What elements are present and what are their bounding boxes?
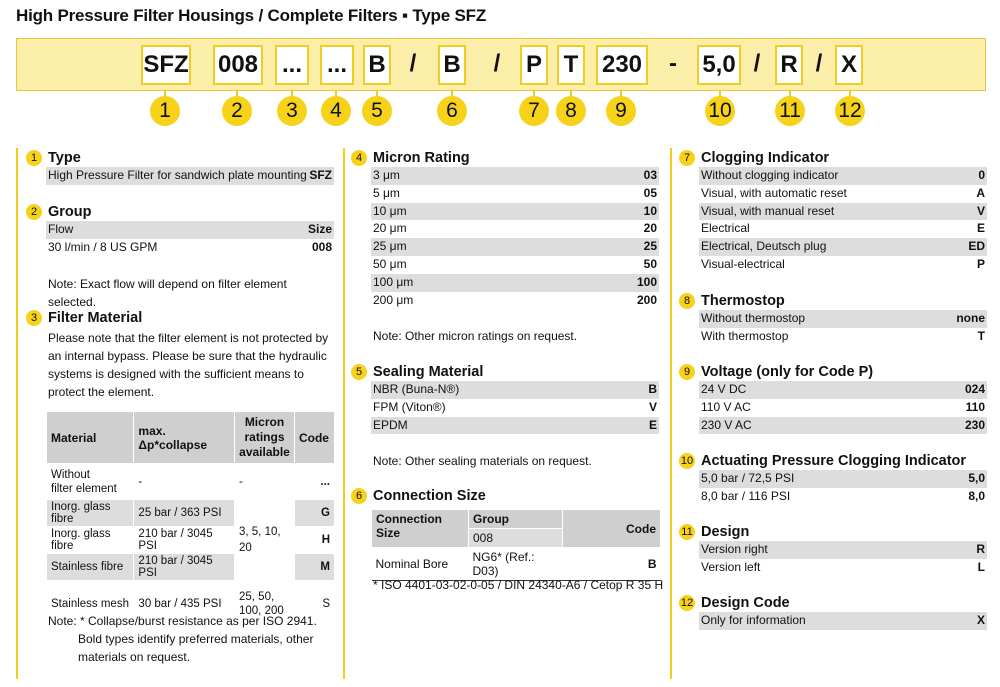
section-design bbox=[679, 523, 987, 577]
option-code: X bbox=[976, 613, 985, 627]
section-number: 1 bbox=[26, 150, 42, 166]
text-line: Please note that the filter element is not protected by bbox=[48, 331, 329, 345]
note-line: materials on request. bbox=[78, 650, 191, 664]
page-title: High Pressure Filter Housings / Complete Filters ▪ Type SFZ bbox=[16, 6, 487, 25]
cell-line: Without bbox=[51, 468, 90, 481]
option-row bbox=[371, 185, 659, 203]
cell-line: 25, 50, bbox=[239, 590, 275, 603]
option-label: Visual, with manual reset bbox=[701, 203, 835, 218]
option-row bbox=[46, 239, 334, 257]
section-number: 12 bbox=[680, 597, 694, 609]
col-header-connection: Connection Size bbox=[372, 510, 469, 548]
order-code-bar bbox=[16, 38, 986, 91]
position-number: 3 bbox=[277, 96, 307, 126]
note: Note: Other sealing materials on request. bbox=[373, 454, 592, 469]
option-code: V bbox=[648, 399, 657, 414]
option-label: Visual-electrical bbox=[701, 256, 785, 271]
section-title: Actuating Pressure Clogging Indicator bbox=[701, 453, 967, 469]
option-label: 8,0 bar / 116 PSI bbox=[701, 488, 791, 503]
option-code: 03 bbox=[643, 168, 657, 182]
option-label: 110 V AC bbox=[701, 399, 751, 414]
option-row bbox=[699, 203, 987, 221]
option-row bbox=[371, 256, 659, 274]
cell-dp: 210 bar / 3045 PSI bbox=[134, 527, 235, 554]
option-header-row bbox=[46, 221, 334, 239]
option-list bbox=[699, 167, 987, 274]
text-line: protect the element. bbox=[48, 385, 155, 399]
option-label: Electrical bbox=[701, 221, 750, 236]
note: Note: Other micron ratings on request. bbox=[373, 329, 578, 344]
connection-footnote: * ISO 4401-03-02-0-05 / DIN 24340-A6 / Cetop R 35 H bbox=[373, 578, 664, 592]
option-code: Size bbox=[307, 222, 332, 236]
col-header-code: Code bbox=[294, 412, 334, 464]
section-voltage bbox=[679, 363, 987, 434]
option-code: 5,0 bbox=[968, 471, 985, 485]
option-row bbox=[699, 488, 987, 506]
option-label: Without clogging indicator bbox=[701, 168, 839, 182]
section-title: Clogging Indicator bbox=[701, 150, 830, 166]
code-type: SFZ bbox=[141, 45, 191, 85]
option-code: 20 bbox=[643, 221, 657, 236]
code-group: 008 bbox=[213, 45, 263, 85]
option-label: Visual, with automatic reset bbox=[701, 185, 847, 200]
section-title: Group bbox=[48, 204, 92, 220]
option-label: Only for information bbox=[701, 613, 806, 627]
option-row bbox=[699, 167, 987, 185]
section-number: 6 bbox=[351, 488, 367, 504]
section-number: 4 bbox=[351, 150, 367, 166]
table-row bbox=[47, 464, 335, 500]
option-row bbox=[699, 220, 987, 238]
option-label: 5,0 bar / 72,5 PSI bbox=[701, 471, 795, 485]
position-number: 7 bbox=[519, 96, 549, 126]
position-number: 4 bbox=[321, 96, 351, 126]
cell-material: Stainless fibre bbox=[47, 554, 134, 581]
cell-code: G bbox=[294, 500, 334, 527]
option-label: 24 V DC bbox=[701, 382, 747, 396]
option-code: 25 bbox=[643, 239, 657, 254]
cell-material: Stainless mesh bbox=[47, 581, 134, 627]
option-row bbox=[371, 238, 659, 256]
section-title: Connection Size bbox=[373, 488, 486, 504]
option-row bbox=[699, 328, 987, 346]
option-code: ED bbox=[968, 239, 985, 254]
option-label: 100 μm bbox=[373, 274, 414, 289]
section-number: 11 bbox=[679, 524, 695, 540]
option-row bbox=[699, 612, 987, 630]
section-number: 2 bbox=[26, 204, 42, 220]
option-list bbox=[699, 381, 987, 434]
option-label: 3 μm bbox=[373, 168, 400, 182]
option-code: L bbox=[977, 559, 985, 574]
option-label: With thermostop bbox=[701, 328, 789, 343]
section-title: Thermostop bbox=[701, 293, 785, 309]
cell-material: Inorg. glass fibre bbox=[47, 527, 134, 554]
option-code: none bbox=[956, 311, 985, 325]
option-list bbox=[371, 167, 659, 309]
option-label: Version left bbox=[701, 559, 761, 574]
header-line: ratings bbox=[244, 430, 285, 444]
note-line: Bold types identify preferred materials, other bbox=[78, 632, 314, 646]
option-code: 024 bbox=[964, 382, 985, 396]
cell-line: 20 bbox=[239, 542, 252, 554]
section-number: 7 bbox=[679, 150, 695, 166]
option-code: 008 bbox=[311, 239, 332, 254]
option-label: Version right bbox=[701, 542, 768, 556]
position-number: 1 bbox=[150, 96, 180, 126]
cell-dp: - bbox=[134, 464, 235, 500]
cell-code: ... bbox=[294, 464, 334, 500]
section-title: Sealing Material bbox=[373, 364, 484, 380]
option-row bbox=[699, 559, 987, 577]
code-sealing: B bbox=[363, 45, 391, 85]
option-label: 25 μm bbox=[373, 239, 407, 254]
cell-dp: 210 bar / 3045 PSI bbox=[134, 554, 235, 581]
option-code: 0 bbox=[978, 168, 985, 182]
code-separator: / bbox=[409, 50, 417, 77]
position-number: 10 bbox=[705, 96, 735, 126]
option-row bbox=[699, 238, 987, 256]
section-number: 3 bbox=[26, 310, 42, 326]
code-thermostop: T bbox=[557, 45, 585, 85]
position-number: 2 bbox=[222, 96, 252, 126]
option-row bbox=[699, 185, 987, 203]
option-label: High Pressure Filter for sandwich plate mounting bbox=[48, 168, 307, 182]
connection-size-table bbox=[371, 509, 661, 581]
option-row bbox=[46, 167, 334, 185]
col-header-code: Code bbox=[563, 510, 661, 548]
option-list bbox=[371, 381, 659, 434]
section-title: Design Code bbox=[701, 595, 790, 611]
option-row bbox=[371, 292, 659, 310]
option-code: 10 bbox=[643, 203, 657, 218]
option-row bbox=[699, 310, 987, 328]
cell-material: Inorg. glass fibre bbox=[47, 500, 134, 527]
option-code: 230 bbox=[964, 417, 985, 432]
code-voltage: 230 bbox=[596, 45, 648, 85]
option-code: E bbox=[648, 417, 657, 432]
option-row bbox=[371, 381, 659, 399]
option-code: T bbox=[977, 328, 985, 343]
cell-line: 3, 5, 10, bbox=[239, 526, 281, 538]
table-row bbox=[47, 500, 335, 527]
option-label: Flow bbox=[48, 222, 74, 236]
option-label: NBR (Buna-N®) bbox=[373, 382, 460, 396]
option-list bbox=[699, 310, 987, 346]
col-header-micron bbox=[235, 412, 295, 464]
filter-material-text bbox=[48, 329, 334, 401]
option-row bbox=[699, 381, 987, 399]
option-label: FPM (Viton®) bbox=[373, 399, 446, 414]
option-row bbox=[371, 220, 659, 238]
option-row bbox=[699, 417, 987, 435]
option-code: V bbox=[976, 203, 985, 218]
option-label: 30 l/min / 8 US GPM bbox=[48, 239, 158, 254]
col-header-group-size: 008 bbox=[469, 529, 563, 548]
code-separator: - bbox=[669, 50, 677, 77]
section-number: 5 bbox=[351, 364, 367, 380]
option-label: Without thermostop bbox=[701, 311, 806, 325]
option-row bbox=[699, 399, 987, 417]
option-code: B bbox=[648, 382, 657, 396]
cell-connection: Nominal Bore bbox=[375, 557, 449, 571]
section-micron-rating bbox=[351, 149, 659, 345]
note-line: Note: * Collapse/burst resistance as per ISO 2941. bbox=[48, 614, 317, 628]
code-connection: B bbox=[438, 45, 466, 85]
option-label: 10 μm bbox=[373, 203, 407, 218]
section-connection-size bbox=[351, 487, 659, 505]
option-code: 05 bbox=[643, 185, 657, 200]
code-micron: ... bbox=[320, 45, 354, 85]
section-number: 8 bbox=[679, 293, 695, 309]
section-type bbox=[26, 149, 334, 185]
option-label: 5 μm bbox=[373, 185, 400, 200]
position-number: 6 bbox=[437, 96, 467, 126]
note: Note: Exact flow will depend on filter element selected. bbox=[48, 276, 287, 309]
section-title: Design bbox=[701, 524, 750, 540]
option-row bbox=[371, 167, 659, 185]
cell-material bbox=[47, 464, 134, 500]
position-number: 8 bbox=[556, 96, 586, 126]
cell-code: S bbox=[294, 581, 334, 627]
section-sealing-material bbox=[351, 363, 659, 470]
cell-line: filter element bbox=[51, 482, 117, 495]
option-row bbox=[699, 470, 987, 488]
option-label: 200 μm bbox=[373, 292, 414, 307]
cell-dp: 25 bar / 363 PSI bbox=[134, 500, 235, 527]
section-group bbox=[26, 203, 334, 311]
column-divider bbox=[670, 148, 672, 679]
filter-material-table bbox=[46, 411, 335, 627]
cell-micron-group bbox=[235, 500, 295, 581]
cell-group: NG6* (Ref.: D03) bbox=[472, 550, 535, 578]
option-label: 50 μm bbox=[373, 256, 407, 271]
col-header-material: Material bbox=[47, 412, 134, 464]
option-label: 230 V AC bbox=[701, 417, 752, 432]
option-label: EPDM bbox=[373, 417, 408, 432]
section-clogging-indicator bbox=[679, 149, 987, 274]
option-list bbox=[699, 470, 987, 506]
option-code: 50 bbox=[643, 256, 657, 271]
option-row bbox=[699, 256, 987, 274]
column-divider bbox=[16, 148, 18, 679]
cell-line: 100, 200 bbox=[239, 604, 284, 617]
option-code: E bbox=[976, 221, 985, 236]
section-actuating-pressure bbox=[679, 452, 987, 506]
option-list bbox=[699, 612, 987, 630]
col-header-group: Group bbox=[469, 510, 563, 529]
position-number: 11 bbox=[775, 96, 805, 126]
option-row bbox=[371, 399, 659, 417]
section-title: Filter Material bbox=[48, 310, 143, 326]
option-label: 20 μm bbox=[373, 221, 407, 236]
option-row bbox=[371, 274, 659, 292]
option-label: Electrical, Deutsch plug bbox=[701, 239, 827, 254]
col-header-dp: max. Δp*collapse bbox=[134, 412, 235, 464]
section-filter-material bbox=[26, 309, 334, 401]
column-divider bbox=[343, 148, 345, 679]
cell-code: H bbox=[294, 527, 334, 554]
code-design-code: X bbox=[835, 45, 863, 85]
text-line: an internal bypass. Please be sure that the hydraulic bbox=[48, 349, 327, 363]
code-separator: / bbox=[493, 50, 501, 77]
cell-code: B bbox=[647, 557, 657, 571]
option-code: P bbox=[976, 256, 985, 271]
option-row bbox=[699, 541, 987, 559]
code-actuating-pressure: 5,0 bbox=[697, 45, 741, 85]
section-title: Voltage (only for Code P) bbox=[701, 364, 874, 380]
section-number: 10 bbox=[680, 455, 694, 467]
header-line: Micron bbox=[244, 415, 285, 429]
section-design-code bbox=[679, 594, 987, 630]
position-number: 5 bbox=[362, 96, 392, 126]
option-row bbox=[371, 203, 659, 221]
option-code: SFZ bbox=[309, 168, 332, 182]
option-code: 110 bbox=[965, 399, 985, 414]
code-clogging: P bbox=[520, 45, 548, 85]
header-line: available bbox=[239, 445, 290, 459]
cell-dp: 30 bar / 435 PSI bbox=[134, 581, 235, 627]
section-thermostop bbox=[679, 292, 987, 346]
code-separator: / bbox=[815, 50, 823, 77]
section-title: Type bbox=[48, 150, 81, 166]
cell-code: M bbox=[294, 554, 334, 581]
option-code: 100 bbox=[636, 274, 657, 289]
code-filter-material: ... bbox=[275, 45, 309, 85]
option-list bbox=[699, 541, 987, 577]
filter-material-note bbox=[48, 612, 338, 666]
option-code: 200 bbox=[636, 292, 657, 307]
option-code: R bbox=[976, 542, 985, 556]
option-code: 8,0 bbox=[968, 488, 985, 503]
option-code: A bbox=[976, 185, 985, 200]
position-number: 12 bbox=[835, 96, 865, 126]
position-number: 9 bbox=[606, 96, 636, 126]
section-title: Micron Rating bbox=[373, 150, 470, 166]
code-separator: / bbox=[753, 50, 761, 77]
text-line: systems is designed with the sufficient means to bbox=[48, 367, 304, 381]
option-row bbox=[371, 417, 659, 435]
code-design: R bbox=[775, 45, 803, 85]
cell-micron: - bbox=[235, 464, 295, 500]
section-number: 9 bbox=[679, 364, 695, 380]
